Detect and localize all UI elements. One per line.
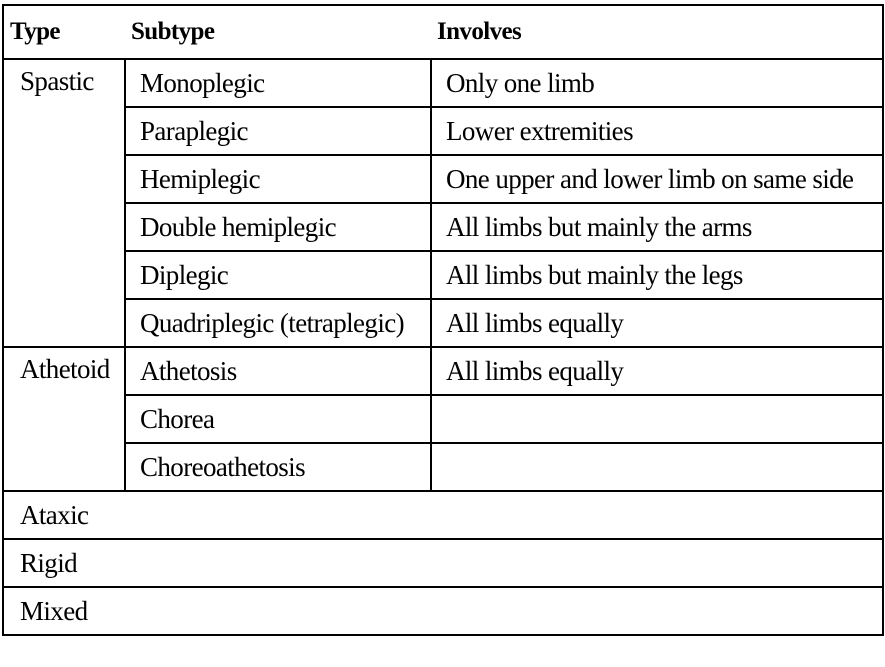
- table-row: [3, 395, 883, 443]
- involves-cell: All limbs but mainly the legs: [431, 251, 883, 299]
- subtype-cell: Choreoathetosis: [125, 443, 431, 491]
- header-involves: Involves: [431, 5, 883, 59]
- header-subtype: Subtype: [125, 5, 431, 59]
- type-cell-ataxic: Ataxic: [3, 491, 883, 539]
- type-cell-spastic: Spastic: [3, 59, 125, 347]
- involves-cell: All limbs equally: [431, 299, 883, 347]
- subtype-cell: Paraplegic: [125, 107, 431, 155]
- table-row: [3, 443, 883, 491]
- header-type: Type: [3, 5, 125, 59]
- subtype-cell: Monoplegic: [125, 59, 431, 107]
- table-row: [3, 347, 883, 395]
- subtype-cell: Diplegic: [125, 251, 431, 299]
- type-cell-athetoid: Athetoid: [3, 347, 125, 491]
- involves-cell: [431, 395, 883, 443]
- table-row: [3, 587, 883, 635]
- table-row: [3, 59, 883, 107]
- table-row: [3, 107, 883, 155]
- involves-cell: Lower extremities: [431, 107, 883, 155]
- type-cell-mixed: Mixed: [3, 587, 883, 635]
- involves-cell: All limbs but mainly the arms: [431, 203, 883, 251]
- subtype-cell: Hemiplegic: [125, 155, 431, 203]
- involves-cell: One upper and lower limb on same side: [431, 155, 883, 203]
- subtype-cell: Chorea: [125, 395, 431, 443]
- header-row: [3, 5, 883, 59]
- cerebral-palsy-classification-table: [2, 4, 884, 636]
- table-row: [3, 491, 883, 539]
- involves-cell: All limbs equally: [431, 347, 883, 395]
- table-row: [3, 299, 883, 347]
- type-cell-rigid: Rigid: [3, 539, 883, 587]
- table-row: [3, 155, 883, 203]
- table-row: [3, 539, 883, 587]
- involves-cell: Only one limb: [431, 59, 883, 107]
- subtype-cell: Quadriplegic (tetraplegic): [125, 299, 431, 347]
- table-row: [3, 203, 883, 251]
- subtype-cell: Athetosis: [125, 347, 431, 395]
- table-row: [3, 251, 883, 299]
- subtype-cell: Double hemiplegic: [125, 203, 431, 251]
- involves-cell: [431, 443, 883, 491]
